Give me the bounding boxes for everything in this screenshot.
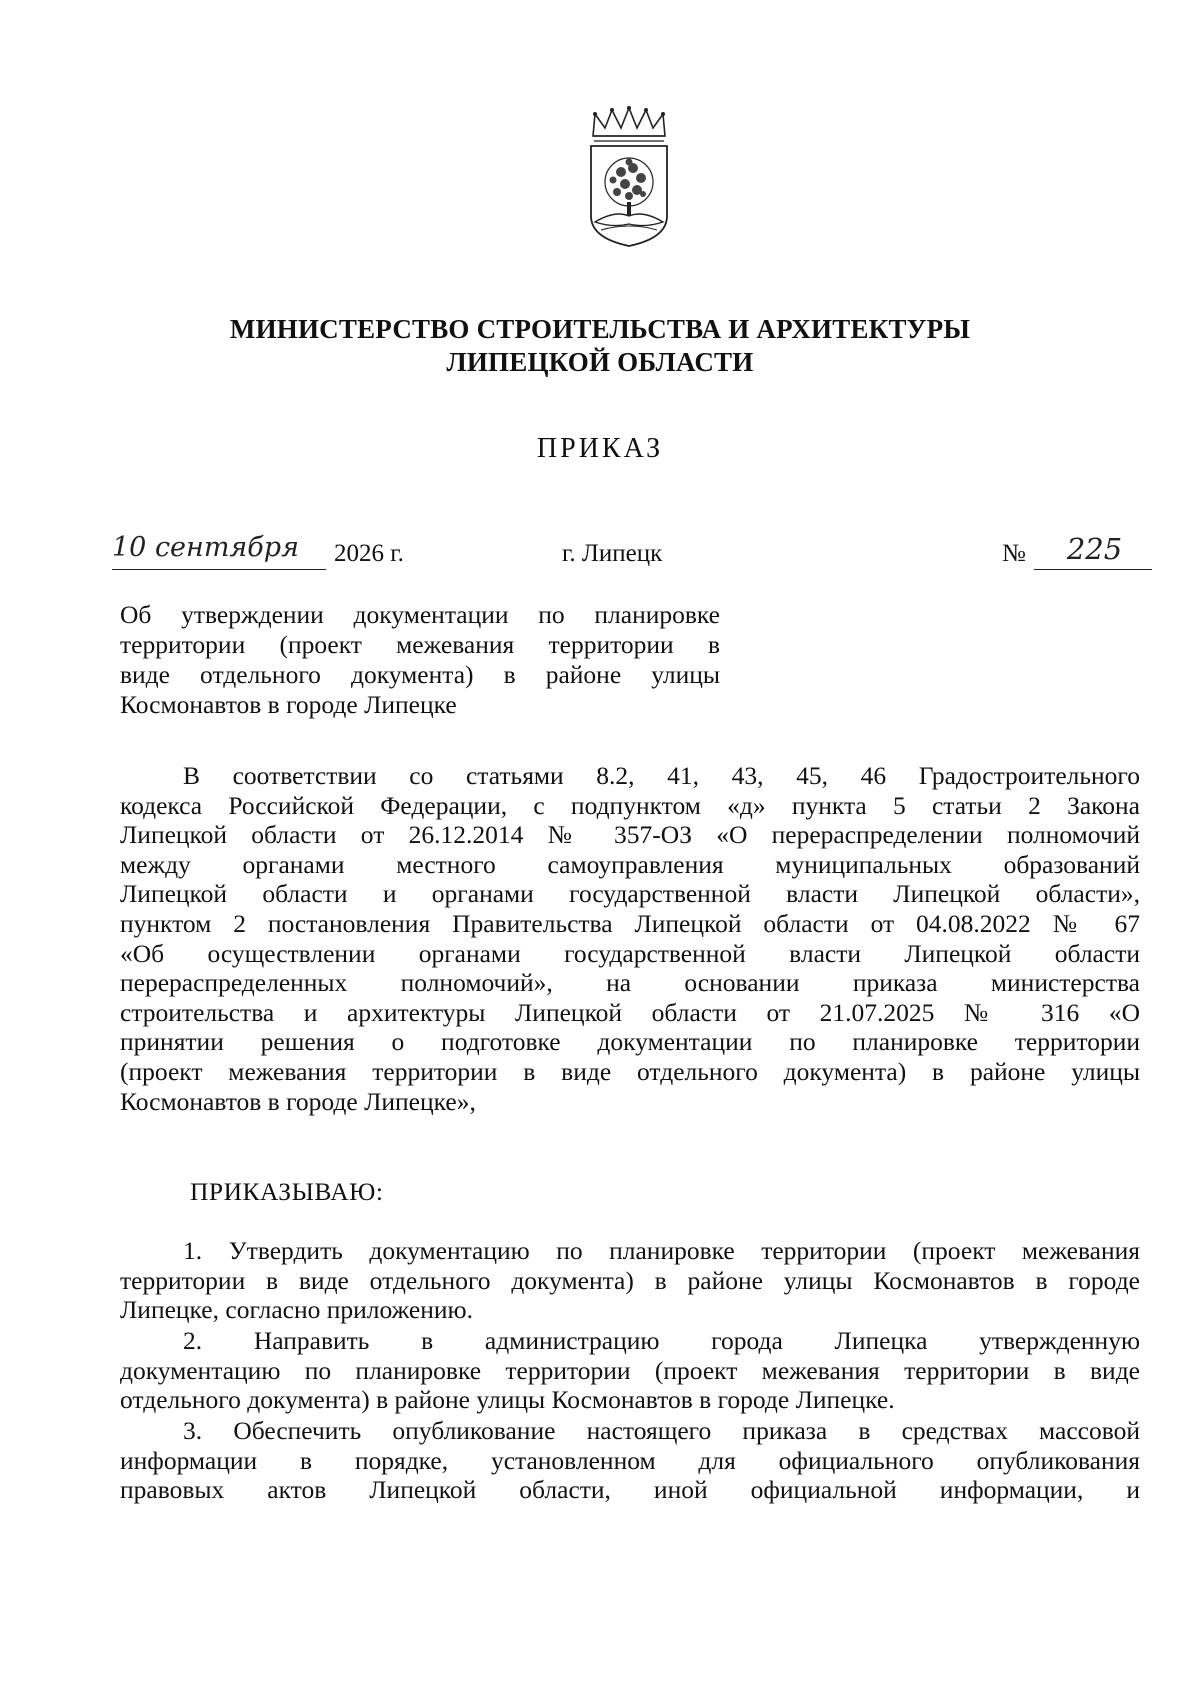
document-subject bbox=[120, 600, 720, 720]
preamble-line: В соответствии со статьями 8.2, 41, 43, 45, 46 Градостроительного bbox=[183, 761, 1140, 790]
preamble-line: кодекса Российской Федерации, с подпунктом «д» пункта 5 статьи 2 Закона bbox=[120, 790, 1140, 820]
subject-line: Космонавтов в городе Липецке bbox=[120, 690, 457, 719]
coat-of-arms-icon bbox=[585, 106, 673, 248]
item-line: документацию по планировке территории (проект межевания территории в виде bbox=[120, 1355, 1140, 1385]
order-item-3 bbox=[120, 1416, 1140, 1505]
city: г. Липецк bbox=[562, 540, 663, 567]
preamble-line: принятии решения о подготовке документации по планировке территории bbox=[120, 1027, 1140, 1057]
preamble-paragraph bbox=[120, 761, 1140, 1116]
date-number-line bbox=[112, 532, 1142, 576]
order-item-2 bbox=[120, 1326, 1140, 1415]
subject-line: виде отдельного документа) в районе улицы bbox=[120, 660, 720, 689]
preamble-line: пунктом 2 постановления Правительства Липецкой области от 04.08.2022 № 67 bbox=[120, 908, 1140, 938]
preamble-line: (проект межевания территории в виде отдельного документа) в районе улицы bbox=[120, 1056, 1140, 1086]
org-line-1: МИНИСТЕРСТВО СТРОИТЕЛЬСТВА И АРХИТЕКТУРЫ bbox=[229, 314, 971, 344]
preamble-line: Липецкой области и органами государственной власти Липецкой области», bbox=[120, 879, 1140, 909]
subject-line: Об утверждении документации по планировке bbox=[120, 600, 720, 629]
item-line: 3. Обеспечить опубликование настоящего приказа в средствах массовой bbox=[183, 1416, 1140, 1445]
item-line: Липецке, согласно приложению. bbox=[120, 1295, 473, 1325]
order-word: ПРИКАЗЫВАЮ: bbox=[190, 1177, 384, 1206]
item-line: отдельного документа) в районе улицы Космонавтов в городе Липецке. bbox=[120, 1385, 895, 1415]
organization-name bbox=[0, 313, 1200, 379]
date-underline bbox=[112, 569, 326, 570]
org-line-2: ЛИПЕЦКОЙ ОБЛАСТИ bbox=[446, 347, 754, 377]
preamble-line: Липецкой области от 26.12.2014 № 357-ОЗ «О перераспределении полномочий bbox=[120, 820, 1140, 850]
preamble-line: перераспределенных полномочий», на основании приказа министерства bbox=[120, 968, 1140, 998]
item-line: 1. Утвердить документацию по планировке территории (проект межевания bbox=[183, 1236, 1140, 1265]
preamble-line: «Об осуществлении органами государственной власти Липецкой области bbox=[120, 938, 1140, 968]
item-line: 2. Направить в администрацию города Липецка утвержденную bbox=[183, 1326, 1140, 1355]
date-year: 2026 г. bbox=[334, 540, 404, 567]
subject-line: территории (проект межевания территории в bbox=[120, 630, 720, 659]
handwritten-number: 225 bbox=[1066, 532, 1123, 566]
item-line: информации в порядке, установленном для официального опубликования bbox=[120, 1445, 1140, 1475]
preamble-line: между органами местного самоуправления муниципальных образований bbox=[120, 849, 1140, 879]
item-line: территории в виде отдельного документа) в районе улицы Космонавтов в городе bbox=[120, 1265, 1140, 1295]
handwritten-date: 10 сентября bbox=[112, 532, 299, 563]
number-underline bbox=[1034, 569, 1152, 570]
preamble-line: Космонавтов в городе Липецке», bbox=[120, 1086, 476, 1116]
document-type: ПРИКАЗ bbox=[536, 433, 664, 464]
number-label: № bbox=[1002, 540, 1026, 567]
preamble-line: строительства и архитектуры Липецкой области от 21.07.2025 № 316 «О bbox=[120, 997, 1140, 1027]
item-line: правовых актов Липецкой области, иной официальной информации, и bbox=[120, 1475, 1140, 1505]
order-item-1 bbox=[120, 1236, 1140, 1325]
